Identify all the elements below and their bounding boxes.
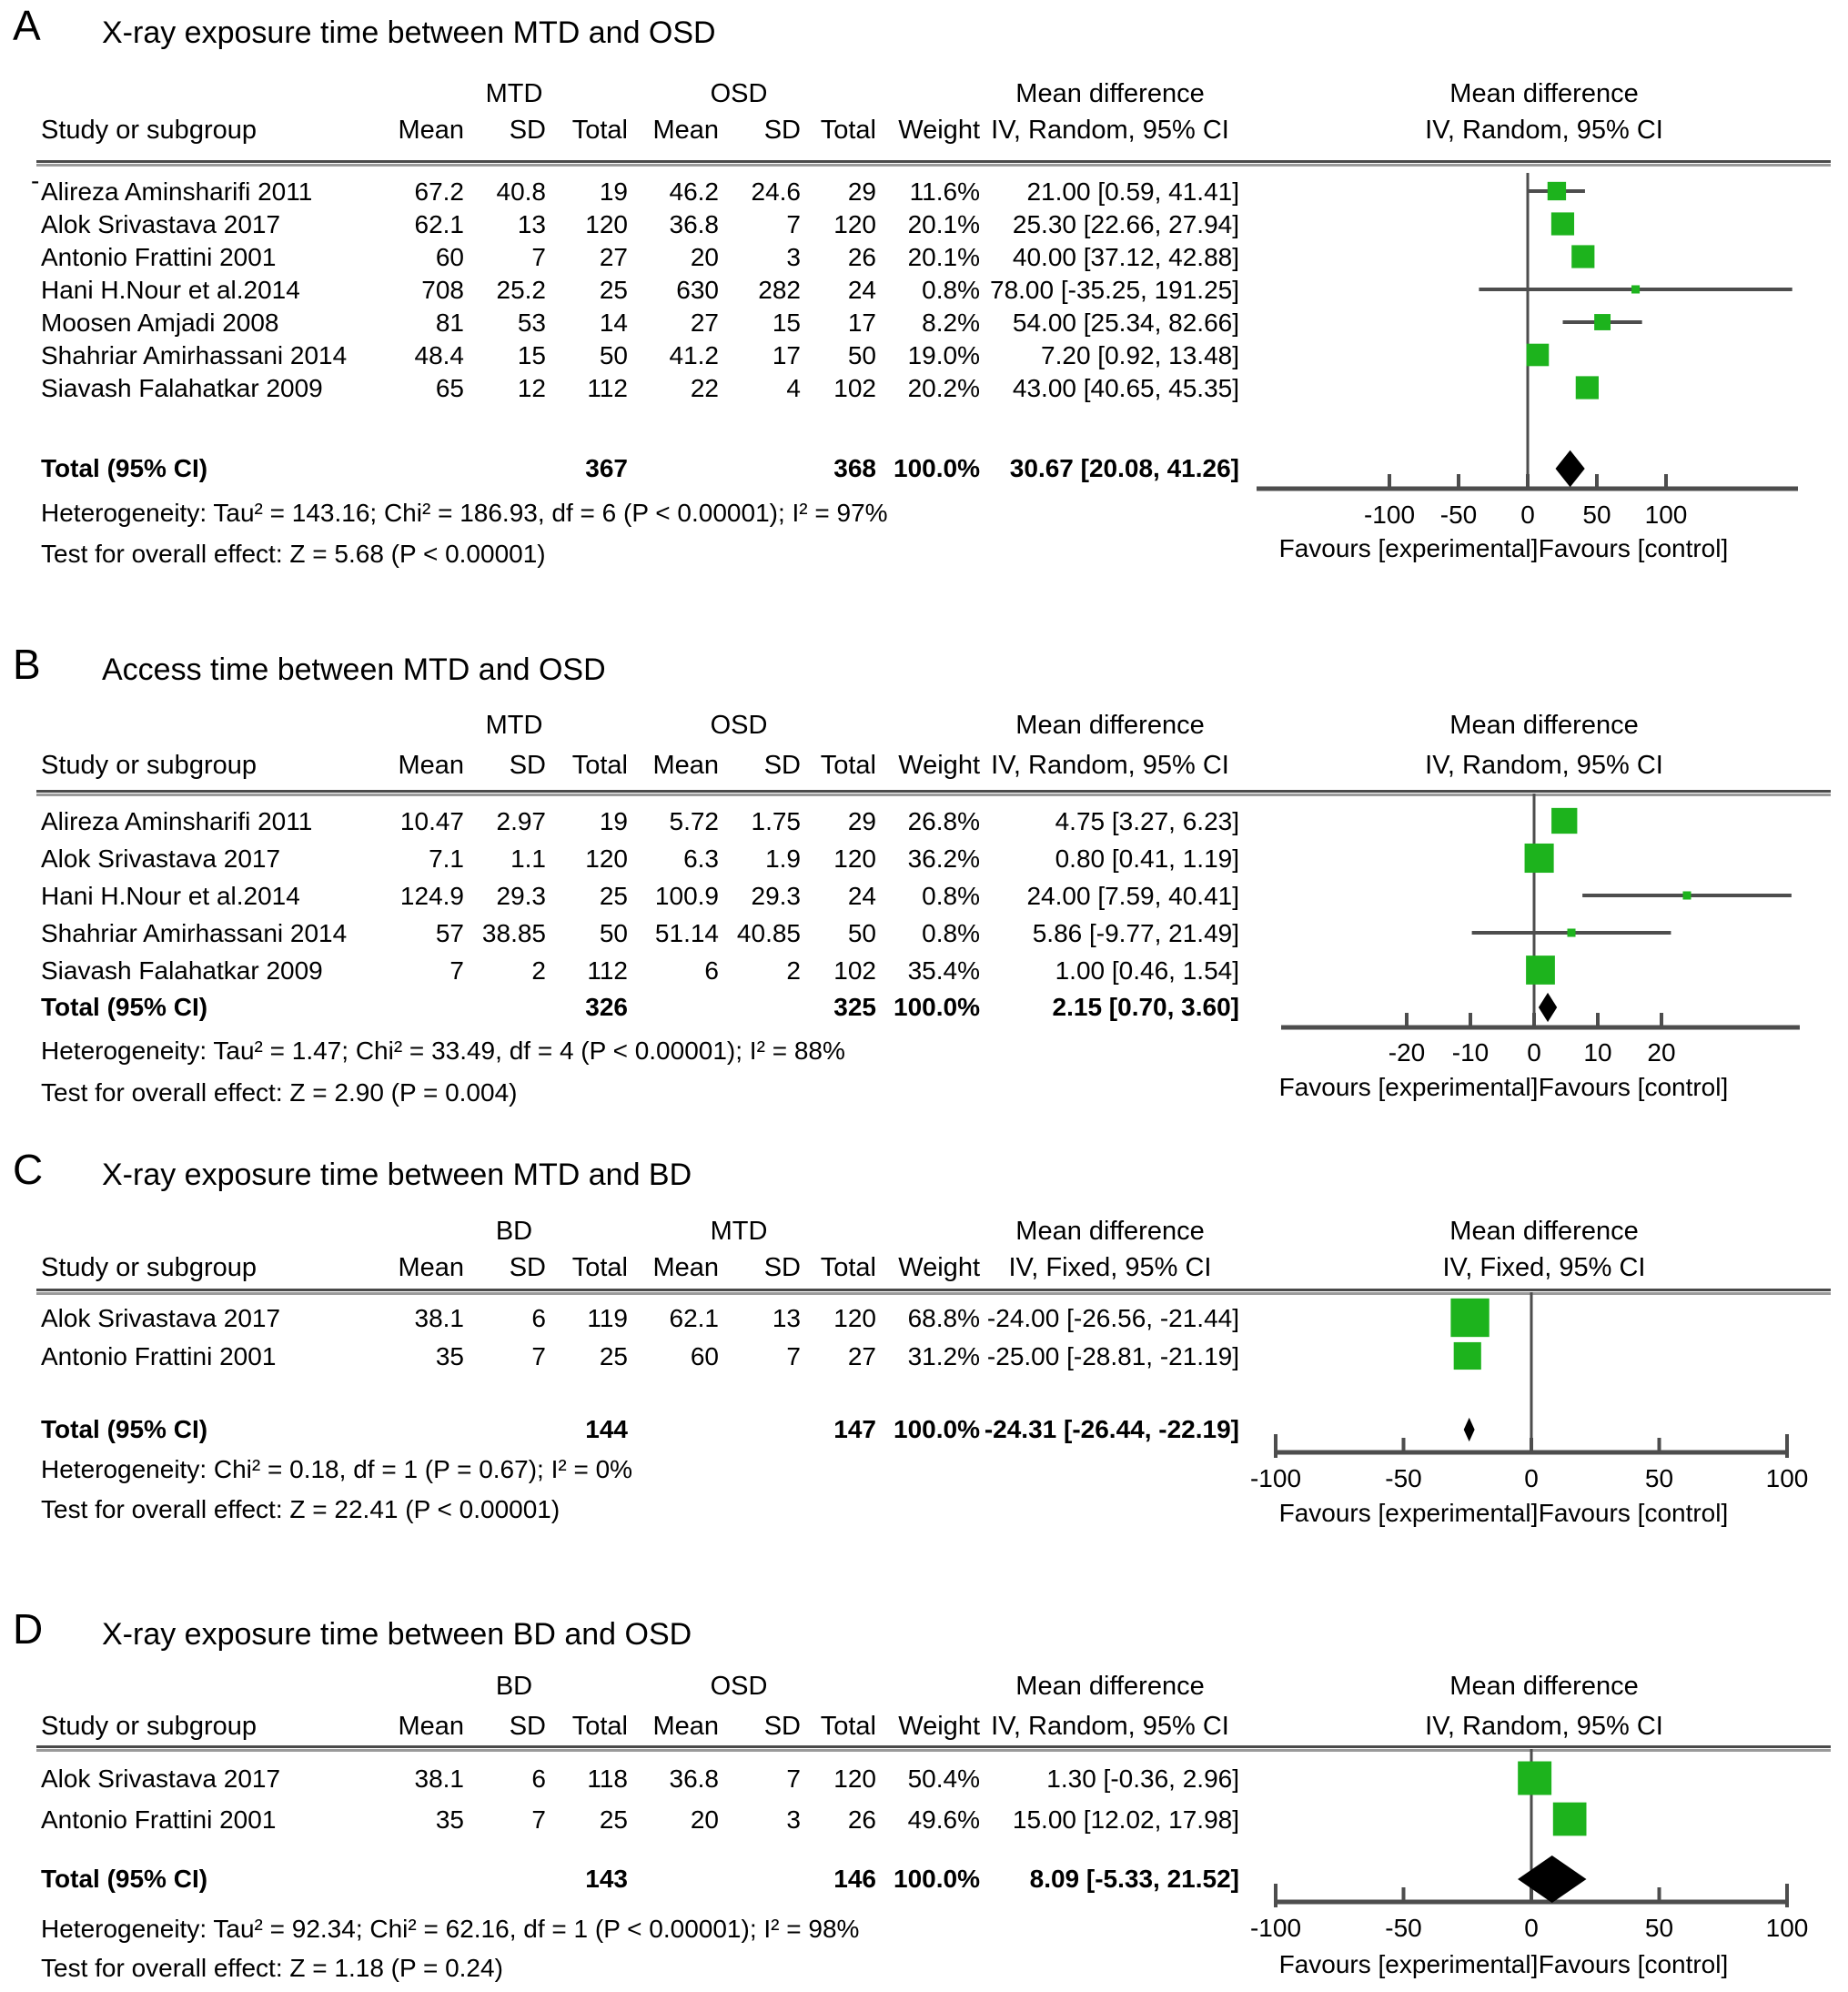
pooled-diamond [1556,450,1585,488]
axis-tick-label: -20 [1388,1038,1426,1067]
cell-total-left: 112 [587,956,628,985]
cell-sd-left: 2 [531,956,546,985]
col-header-mean-left: Mean [398,1712,464,1741]
col-header-mean-right: Mean [652,1253,719,1282]
cell-sd-right: 4 [786,374,801,402]
study-name: Antonio Frattini 2001 [41,1342,277,1370]
cell-total-left: 19 [599,177,628,206]
cell-mean-right: 5.72 [669,807,719,835]
cell-ci-text: 54.00 [25.34, 82.66] [1012,308,1239,337]
model-header: IV, Random, 95% CI [991,751,1229,780]
cell-mean-left: 7.1 [429,844,464,873]
plot-effect-header: Mean difference [1449,1217,1639,1246]
cell-sd-left: 12 [517,374,546,402]
effect-square [1454,1342,1481,1370]
total-n-right: 368 [833,454,876,482]
cell-mean-right: 62.1 [669,1304,719,1332]
cell-mean-left: 62.1 [414,210,464,238]
total-n-right: 146 [833,1865,876,1893]
cell-mean-right: 41.2 [669,341,719,369]
col-header-total-right: Total [820,751,876,780]
cell-total-right: 120 [833,210,876,238]
cell-total-left: 27 [599,243,628,271]
effect-header: Mean difference [1015,711,1205,740]
cell-sd-left: 15 [517,341,546,369]
study-name: Alok Srivastava 2017 [41,1764,281,1793]
cell-mean-right: 630 [676,276,719,304]
plot-effect-header: Mean difference [1449,1672,1639,1701]
cell-sd-left: 38.85 [481,919,546,947]
cell-weight: 68.8% [907,1304,980,1332]
cell-total-left: 25 [599,1342,628,1370]
cell-weight: 50.4% [907,1764,980,1793]
cell-sd-left: 25.2 [496,276,546,304]
favours-right-label: Favours [control] [1538,1950,1729,1978]
cell-sd-right: 3 [786,1805,801,1834]
col-header-total-left: Total [571,116,628,145]
cell-ci-text: 25.30 [22.66, 27.94] [1012,210,1239,238]
effect-square [1525,844,1554,873]
cell-mean-right: 27 [690,308,719,337]
cell-mean-right: 51.14 [654,919,719,947]
col-header-mean-left: Mean [398,751,464,780]
study-name: Hani H.Nour et al.2014 [41,882,300,910]
study-name: Siavash Falahatkar 2009 [41,374,323,402]
effect-square [1682,891,1691,899]
col-header-mean-left: Mean [398,116,464,145]
effect-square [1576,376,1599,399]
panel-letter: C [13,1146,44,1193]
study-name: Antonio Frattini 2001 [41,243,277,271]
total-n-left: 367 [585,454,628,482]
cell-weight: 31.2% [907,1342,980,1370]
col-header-total-right: Total [820,1712,876,1741]
effect-square [1631,285,1640,293]
col-header-sd-right: SD [763,751,801,780]
panel-c-xray-mtd-bd [0,1133,1848,1600]
favours-right-label: Favours [control] [1538,1499,1729,1527]
plot-effect-header: Mean difference [1449,79,1639,108]
cell-ci-text: 5.86 [-9.77, 21.49] [1032,919,1239,947]
cell-weight: 36.2% [907,844,980,873]
cell-ci-text: 1.30 [-0.36, 2.96] [1046,1764,1239,1793]
cell-mean-left: 38.1 [414,1764,464,1793]
panel-b-access-mtd-osd [0,628,1848,1133]
cell-mean-left: 35 [435,1342,464,1370]
cell-ci-text: 21.00 [0.59, 41.41] [1026,177,1239,206]
panel-title: X-ray exposure time between MTD and OSD [102,15,716,50]
cell-weight: 20.1% [907,243,980,271]
axis-tick-label: 50 [1644,1464,1674,1492]
axis-tick-label: 20 [1647,1038,1676,1067]
col-header-study: Study or subgroup [41,1253,257,1282]
cell-sd-right: 29.3 [751,882,801,910]
col-header-mean-right: Mean [652,751,719,780]
cell-weight: 0.8% [922,276,980,304]
cell-ci-text: 43.00 [40.65, 45.35] [1012,374,1239,402]
group-left-header: BD [495,1672,533,1701]
heterogeneity-text: Heterogeneity: Tau² = 92.34; Chi² = 62.16, df = 1 (P < 0.00001); I² = 98% [41,1915,860,1943]
study-name: Siavash Falahatkar 2009 [41,956,323,985]
panel-title: Access time between MTD and OSD [102,652,606,687]
pooled-diamond [1539,993,1557,1022]
favours-left-label: Favours [experimental] [1278,534,1539,562]
panel-a-xray-mtd-osd [0,0,1848,628]
cell-mean-left: 67.2 [414,177,464,206]
cell-ci-text: 1.00 [0.46, 1.54] [1055,956,1239,985]
cell-total-left: 112 [587,374,628,402]
cell-total-right: 50 [847,341,876,369]
cell-weight: 11.6% [909,177,980,206]
cell-mean-right: 36.8 [669,1764,719,1793]
cell-weight: 0.8% [922,919,980,947]
cell-sd-left: 6 [531,1304,546,1332]
cell-sd-right: 40.85 [736,919,801,947]
cell-mean-right: 6 [704,956,719,985]
cell-total-left: 50 [599,341,628,369]
effect-header: Mean difference [1015,1217,1205,1246]
col-header-mean-left: Mean [398,1253,464,1282]
cell-weight: 35.4% [907,956,980,985]
axis-tick-label: 0 [1524,1464,1539,1492]
cell-total-right: 120 [833,844,876,873]
plot-model-header: IV, Fixed, 95% CI [1442,1253,1646,1282]
heterogeneity-text: Heterogeneity: Tau² = 1.47; Chi² = 33.49, df = 4 (P < 0.00001); I² = 88% [41,1036,845,1065]
cell-mean-right: 6.3 [683,844,719,873]
cell-mean-left: 48.4 [414,341,464,369]
total-label: Total (95% CI) [41,454,208,482]
cell-sd-right: 282 [758,276,801,304]
axis-tick-label: 100 [1765,1914,1809,1942]
cell-total-right: 102 [833,374,876,402]
axis-tick-label: -10 [1451,1038,1490,1067]
plot-effect-header: Mean difference [1449,711,1639,740]
effect-square [1527,344,1550,367]
axis-tick-label: 100 [1765,1464,1809,1492]
col-header-weight: Weight [898,1253,980,1282]
cell-sd-right: 7 [786,1342,801,1370]
heterogeneity-text: Heterogeneity: Chi² = 0.18, df = 1 (P = 0.67); I² = 0% [41,1455,633,1483]
overall-effect-text: Test for overall effect: Z = 2.90 (P = 0.004) [41,1078,518,1107]
total-ci-text: 30.67 [20.08, 41.26] [1009,454,1239,482]
cell-ci-text: -25.00 [-28.81, -21.19] [986,1342,1239,1370]
cell-sd-left: 1.1 [510,844,546,873]
cell-mean-right: 20 [690,1805,719,1834]
col-header-total-left: Total [571,1253,628,1282]
plot-model-header: IV, Random, 95% CI [1425,751,1663,780]
cell-sd-left: 6 [531,1764,546,1793]
effect-square [1548,182,1566,200]
col-header-sd-left: SD [509,1253,546,1282]
study-name: Alok Srivastava 2017 [41,844,281,873]
axis-tick-label: -100 [1249,1464,1302,1492]
cell-sd-left: 7 [531,1805,546,1834]
col-header-study: Study or subgroup [41,751,257,780]
pooled-diamond [1464,1418,1475,1441]
effect-header: Mean difference [1015,79,1205,108]
cell-sd-left: 40.8 [496,177,546,206]
axis-tick-label: 0 [1520,501,1535,529]
forest-plot-canvas [0,1133,1848,1600]
effect-square [1594,314,1611,330]
axis-tick-label: -100 [1249,1914,1302,1942]
effect-square [1551,212,1574,235]
axis-tick-label: -50 [1439,501,1478,529]
study-name: Alireza Aminsharifi 2011 [41,807,313,835]
total-weight: 100.0% [894,993,980,1021]
cell-total-right: 120 [833,1764,876,1793]
col-header-total-right: Total [820,116,876,145]
model-header: IV, Random, 95% CI [991,116,1229,145]
cell-mean-right: 36.8 [669,210,719,238]
group-right-header: OSD [710,711,768,740]
col-header-mean-right: Mean [652,116,719,145]
study-name: Alireza Aminsharifi 2011 [41,177,313,206]
cell-total-left: 119 [587,1304,628,1332]
col-header-sd-left: SD [509,751,546,780]
cell-sd-right: 1.75 [751,807,801,835]
model-header: IV, Random, 95% CI [991,1712,1229,1741]
panel-letter: D [13,1605,44,1653]
cell-ci-text: 15.00 [12.02, 17.98] [1012,1805,1239,1834]
panel-title: X-ray exposure time between MTD and BD [102,1158,692,1192]
total-weight: 100.0% [894,454,980,482]
group-right-header: MTD [710,1217,768,1246]
effect-square [1553,1803,1587,1836]
cell-total-right: 26 [847,243,876,271]
cell-mean-left: 35 [435,1805,464,1834]
cell-ci-text: 78.00 [-35.25, 191.25] [990,276,1239,304]
cell-total-left: 50 [599,919,628,947]
cell-mean-left: 57 [435,919,464,947]
cell-mean-left: 708 [421,276,464,304]
col-header-sd-right: SD [763,1253,801,1282]
cell-sd-left: 29.3 [496,882,546,910]
panel-title: X-ray exposure time between BD and OSD [102,1617,692,1652]
cell-mean-left: 7 [449,956,464,985]
favours-left-label: Favours [experimental] [1278,1073,1539,1101]
col-header-total-left: Total [571,1712,628,1741]
cell-ci-text: 40.00 [37.12, 42.88] [1012,243,1239,271]
overall-effect-text: Test for overall effect: Z = 22.41 (P < 0.00001) [41,1495,560,1523]
col-header-total-left: Total [571,751,628,780]
study-name: Hani H.Nour et al.2014 [41,276,300,304]
total-ci-text: -24.31 [-26.44, -22.19] [984,1415,1239,1443]
panel-letter: B [13,641,41,688]
group-right-header: OSD [710,1672,768,1701]
total-label: Total (95% CI) [41,1415,208,1443]
cell-total-right: 17 [847,308,876,337]
cell-sd-right: 15 [772,308,801,337]
cell-ci-text: 0.80 [0.41, 1.19] [1055,844,1239,873]
group-left-header: BD [495,1217,533,1246]
col-header-sd-right: SD [763,116,801,145]
study-name: Shahriar Amirhassani 2014 [41,919,348,947]
cell-weight: 20.1% [907,210,980,238]
effect-square [1551,808,1577,834]
axis-tick-label: -50 [1385,1914,1422,1942]
col-header-study: Study or subgroup [41,1712,257,1741]
cell-sd-right: 13 [772,1304,801,1332]
group-right-header: OSD [710,79,768,108]
axis-tick-label: -100 [1363,501,1416,529]
total-n-right: 325 [833,993,876,1021]
cell-total-right: 50 [847,919,876,947]
plot-model-header: IV, Random, 95% CI [1425,1712,1663,1741]
favours-left-label: Favours [experimental] [1278,1950,1539,1978]
cell-sd-right: 2 [786,956,801,985]
col-header-total-right: Total [820,1253,876,1282]
cell-sd-left: 7 [531,1342,546,1370]
cell-total-left: 25 [599,1805,628,1834]
cell-total-left: 118 [587,1764,628,1793]
cell-total-left: 19 [599,807,628,835]
cell-total-left: 25 [599,276,628,304]
cell-weight: 26.8% [907,807,980,835]
cell-mean-left: 60 [435,243,464,271]
study-name: Antonio Frattini 2001 [41,1805,277,1834]
plot-model-header: IV, Random, 95% CI [1425,116,1663,145]
study-name: Shahriar Amirhassani 2014 [41,341,348,369]
axis-tick-label: 50 [1644,1914,1674,1942]
group-left-header: MTD [485,79,543,108]
favours-right-label: Favours [control] [1538,1073,1729,1101]
effect-square [1568,928,1576,936]
col-header-sd-left: SD [509,1712,546,1741]
axis-tick-label: 0 [1527,1038,1541,1067]
total-ci-text: 2.15 [0.70, 3.60] [1052,993,1239,1021]
heterogeneity-text: Heterogeneity: Tau² = 143.16; Chi² = 186.93, df = 6 (P < 0.00001); I² = 97% [41,499,888,527]
cell-sd-right: 17 [772,341,801,369]
cell-total-right: 27 [847,1342,876,1370]
pooled-diamond [1518,1855,1586,1903]
forest-plot-canvas [0,0,1848,628]
cell-mean-left: 10.47 [399,807,464,835]
effect-square [1450,1299,1489,1337]
axis-tick-label: 100 [1644,501,1688,529]
panel-letter: A [13,2,41,49]
cell-mean-left: 65 [435,374,464,402]
cell-total-left: 120 [585,210,628,238]
forest-plot-canvas [0,1600,1848,1992]
col-header-sd-right: SD [763,1712,801,1741]
cell-sd-left: 7 [531,243,546,271]
effect-square [1526,956,1555,985]
forest-plot-canvas [0,628,1848,1133]
cell-total-right: 120 [833,1304,876,1332]
cell-total-left: 120 [585,844,628,873]
total-n-left: 326 [585,993,628,1021]
cell-mean-right: 20 [690,243,719,271]
cell-weight: 20.2% [907,374,980,402]
cell-weight: 0.8% [922,882,980,910]
cell-total-right: 102 [833,956,876,985]
overall-effect-text: Test for overall effect: Z = 5.68 (P < 0.00001) [41,540,546,568]
cell-mean-right: 60 [690,1342,719,1370]
cell-total-right: 24 [847,276,876,304]
cell-total-right: 24 [847,882,876,910]
cell-ci-text: 4.75 [3.27, 6.23] [1055,807,1239,835]
favours-right-label: Favours [control] [1538,534,1729,562]
total-label: Total (95% CI) [41,1865,208,1893]
effect-square [1571,245,1594,268]
total-label: Total (95% CI) [41,993,208,1021]
cell-sd-left: 53 [517,308,546,337]
col-header-weight: Weight [898,751,980,780]
cell-ci-text: -24.00 [-26.56, -21.44] [986,1304,1239,1332]
total-weight: 100.0% [894,1865,980,1893]
cell-mean-right: 46.2 [669,177,719,206]
col-header-weight: Weight [898,1712,980,1741]
effect-header: Mean difference [1015,1672,1205,1701]
total-weight: 100.0% [894,1415,980,1443]
axis-tick-label: 0 [1524,1914,1539,1942]
cell-mean-left: 124.9 [399,882,464,910]
col-header-mean-right: Mean [652,1712,719,1741]
stray-mark: - [31,167,40,195]
cell-total-right: 29 [847,177,876,206]
cell-sd-left: 13 [517,210,546,238]
cell-sd-left: 2.97 [496,807,546,835]
cell-mean-right: 100.9 [654,882,719,910]
total-ci-text: 8.09 [-5.33, 21.52] [1029,1865,1239,1893]
axis-tick-label: -50 [1385,1464,1422,1492]
favours-left-label: Favours [experimental] [1278,1499,1539,1527]
axis-tick-label: 10 [1583,1038,1612,1067]
cell-weight: 8.2% [922,308,980,337]
cell-total-left: 25 [599,882,628,910]
model-header: IV, Fixed, 95% CI [1008,1253,1212,1282]
cell-ci-text: 7.20 [0.92, 13.48] [1041,341,1239,369]
cell-mean-left: 38.1 [414,1304,464,1332]
col-header-weight: Weight [898,116,980,145]
cell-sd-right: 3 [786,243,801,271]
col-header-sd-left: SD [509,116,546,145]
cell-sd-right: 7 [786,1764,801,1793]
panel-d-xray-bd-osd [0,1600,1848,1992]
study-name: Alok Srivastava 2017 [41,1304,281,1332]
total-n-left: 144 [585,1415,628,1443]
cell-sd-right: 24.6 [751,177,801,206]
cell-sd-right: 7 [786,210,801,238]
group-left-header: MTD [485,711,543,740]
study-name: Alok Srivastava 2017 [41,210,281,238]
total-n-left: 143 [585,1865,628,1893]
cell-mean-right: 22 [690,374,719,402]
cell-weight: 19.0% [907,341,980,369]
cell-total-right: 26 [847,1805,876,1834]
cell-mean-left: 81 [435,308,464,337]
total-n-right: 147 [833,1415,876,1443]
cell-total-left: 14 [599,308,628,337]
effect-square [1518,1762,1551,1795]
cell-total-right: 29 [847,807,876,835]
cell-ci-text: 24.00 [7.59, 40.41] [1026,882,1239,910]
cell-weight: 49.6% [907,1805,980,1834]
col-header-study: Study or subgroup [41,116,257,145]
cell-sd-right: 1.9 [765,844,801,873]
axis-tick-label: 50 [1582,501,1611,529]
study-name: Moosen Amjadi 2008 [41,308,279,337]
overall-effect-text: Test for overall effect: Z = 1.18 (P = 0.24) [41,1954,503,1982]
